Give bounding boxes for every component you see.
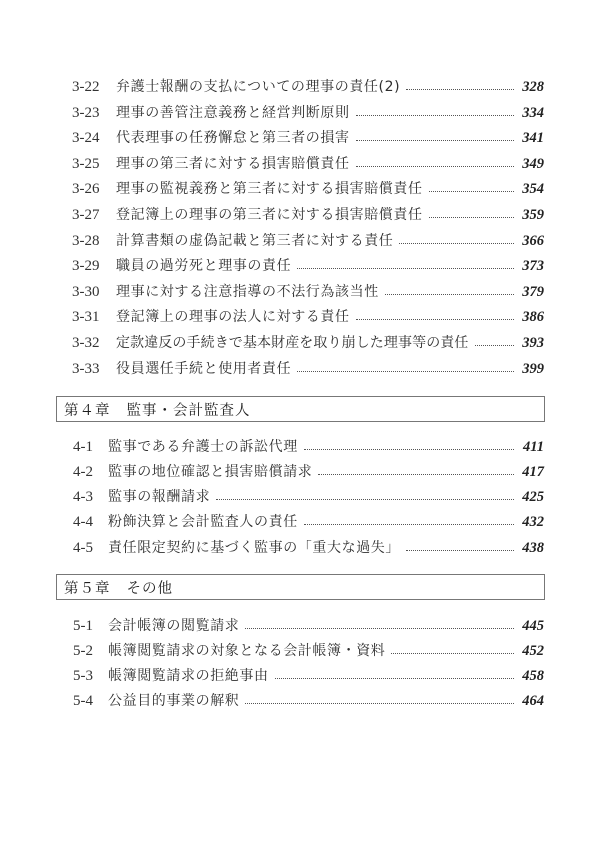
toc-entry[interactable] bbox=[73, 435, 544, 460]
entry-number: 5-1 bbox=[73, 617, 93, 634]
entry-page: 359 bbox=[522, 207, 544, 223]
dot-leader bbox=[399, 229, 514, 254]
entry-page: 393 bbox=[522, 335, 544, 351]
dot-leader bbox=[297, 357, 514, 382]
entry-title: 粉飾決算と会計監査人の責任 bbox=[108, 514, 298, 531]
entry-page: 399 bbox=[522, 360, 544, 377]
dot-leader bbox=[356, 305, 514, 330]
entry-number: 3-25 bbox=[72, 155, 100, 172]
dot-leader bbox=[318, 460, 514, 485]
entry-number: 4-2 bbox=[73, 463, 93, 480]
toc-entry[interactable] bbox=[72, 305, 544, 330]
entry-number: 3-24 bbox=[72, 130, 100, 147]
entry-number: 5-2 bbox=[73, 642, 93, 659]
entry-number: 3-32 bbox=[72, 335, 100, 351]
entry-title: 公益目的事業の解釈 bbox=[108, 693, 240, 710]
toc-entry[interactable] bbox=[72, 177, 544, 202]
toc-entry[interactable] bbox=[72, 101, 544, 126]
toc-entry[interactable] bbox=[72, 331, 544, 356]
entry-page: 445 bbox=[522, 617, 544, 634]
toc-entry[interactable] bbox=[72, 152, 544, 177]
entry-number: 3-29 bbox=[72, 258, 100, 275]
entry-title: 監事である弁護士の訴訟代理 bbox=[108, 438, 298, 455]
entry-page: 432 bbox=[522, 514, 544, 531]
dot-leader bbox=[356, 152, 514, 177]
entry-number: 3-33 bbox=[72, 360, 100, 377]
toc-entry[interactable] bbox=[73, 614, 544, 639]
entry-page: 458 bbox=[522, 668, 544, 685]
chapter-label: 第５章 bbox=[64, 580, 111, 597]
dot-leader bbox=[406, 75, 514, 100]
entry-page: 349 bbox=[522, 155, 544, 172]
chapter-5-heading[interactable] bbox=[56, 574, 545, 600]
entry-title: 責任限定契約に基づく監事の「重大な過失」 bbox=[108, 539, 400, 556]
entry-number: 4-4 bbox=[73, 514, 93, 531]
dot-leader bbox=[429, 203, 514, 228]
entry-number: 3-31 bbox=[72, 309, 100, 326]
entry-title: 職員の過労死と理事の責任 bbox=[116, 258, 292, 275]
toc-entry[interactable] bbox=[73, 485, 544, 510]
entry-page: 386 bbox=[522, 309, 544, 326]
dot-leader bbox=[406, 536, 514, 561]
dot-leader bbox=[475, 331, 515, 356]
entry-number: 4-5 bbox=[73, 539, 93, 556]
toc-entry[interactable] bbox=[73, 536, 544, 561]
entry-page: 464 bbox=[522, 693, 544, 710]
entry-number: 3-27 bbox=[72, 207, 100, 223]
dot-leader bbox=[304, 435, 514, 460]
entry-title: 理事の第三者に対する損害賠償責任 bbox=[116, 155, 350, 172]
entry-title: 理事の善管注意義務と経営判断原則 bbox=[116, 104, 350, 121]
entry-title: 登記簿上の理事の第三者に対する損害賠償責任 bbox=[116, 207, 423, 223]
chapter-label: 第４章 bbox=[64, 402, 111, 419]
dot-leader bbox=[304, 510, 514, 535]
toc-entry[interactable] bbox=[72, 280, 544, 305]
entry-page: 438 bbox=[522, 539, 544, 556]
entry-title: 帳簿閲覧請求の対象となる会計帳簿・資料 bbox=[108, 642, 386, 659]
entry-page: 379 bbox=[522, 283, 544, 300]
toc-entry[interactable] bbox=[73, 639, 544, 664]
entry-page: 417 bbox=[522, 463, 544, 480]
entry-title: 監事の報酬請求 bbox=[108, 489, 211, 506]
entry-title: 帳簿閲覧請求の拒絶事由 bbox=[108, 668, 269, 685]
entry-number: 5-4 bbox=[73, 693, 93, 710]
dot-leader bbox=[356, 101, 514, 126]
entry-page: 354 bbox=[522, 181, 544, 198]
entry-number: 4-3 bbox=[73, 489, 93, 506]
dot-leader bbox=[385, 280, 514, 305]
toc-entry[interactable] bbox=[72, 75, 544, 100]
entry-title: 代表理事の任務懈怠と第三者の損害 bbox=[116, 130, 350, 147]
toc-entry[interactable] bbox=[73, 510, 544, 535]
entry-title: 理事の監視義務と第三者に対する損害賠償責任 bbox=[116, 181, 423, 198]
entry-number: 3-23 bbox=[72, 104, 100, 121]
entry-page: 425 bbox=[522, 489, 544, 506]
entry-page: 328 bbox=[522, 79, 544, 95]
chapter-title: その他 bbox=[126, 580, 173, 597]
dot-leader bbox=[245, 689, 514, 714]
toc-entry[interactable] bbox=[72, 229, 544, 254]
entry-page: 334 bbox=[522, 104, 544, 121]
entry-page: 411 bbox=[523, 438, 544, 455]
entry-page: 341 bbox=[522, 130, 544, 147]
entry-number: 5-3 bbox=[73, 668, 93, 685]
dot-leader bbox=[216, 485, 514, 510]
toc-entry[interactable] bbox=[72, 203, 544, 228]
dot-leader bbox=[297, 254, 514, 279]
dot-leader bbox=[245, 614, 514, 639]
entry-number: 4-1 bbox=[73, 438, 93, 455]
dot-leader bbox=[356, 126, 514, 151]
entry-title: 定款違反の手続きで基本財産を取り崩した理事等の責任 bbox=[116, 335, 469, 351]
entry-title: 計算書類の虚偽記載と第三者に対する責任 bbox=[116, 232, 394, 249]
entry-number: 3-26 bbox=[72, 181, 100, 198]
dot-leader bbox=[391, 639, 514, 664]
entry-title: 役員選任手続と使用者責任 bbox=[116, 360, 292, 377]
toc-entry[interactable] bbox=[73, 664, 544, 689]
toc-entry[interactable] bbox=[73, 689, 544, 714]
entry-title: 監事の地位確認と損害賠償請求 bbox=[108, 463, 313, 480]
toc-entry[interactable] bbox=[73, 460, 544, 485]
entry-title: 理事に対する注意指導の不法行為該当性 bbox=[116, 283, 379, 300]
dot-leader bbox=[275, 664, 514, 689]
entry-page: 373 bbox=[522, 258, 544, 275]
entry-title: 会計帳簿の閲覧請求 bbox=[108, 617, 240, 634]
chapter-4-heading[interactable] bbox=[56, 396, 545, 422]
entry-page: 366 bbox=[522, 232, 544, 249]
entry-page: 452 bbox=[522, 642, 544, 659]
entry-number: 3-22 bbox=[72, 79, 100, 95]
toc-entry[interactable] bbox=[72, 357, 544, 382]
chapter-title: 監事・会計監査人 bbox=[126, 402, 251, 419]
toc-entry[interactable] bbox=[72, 254, 544, 279]
toc-entry[interactable] bbox=[72, 126, 544, 151]
entry-number: 3-28 bbox=[72, 232, 100, 249]
dot-leader bbox=[429, 177, 514, 202]
entry-title: 弁護士報酬の支払についての理事の責任(2) bbox=[116, 79, 401, 95]
entry-number: 3-30 bbox=[72, 283, 100, 300]
entry-title: 登記簿上の理事の法人に対する責任 bbox=[116, 309, 350, 326]
